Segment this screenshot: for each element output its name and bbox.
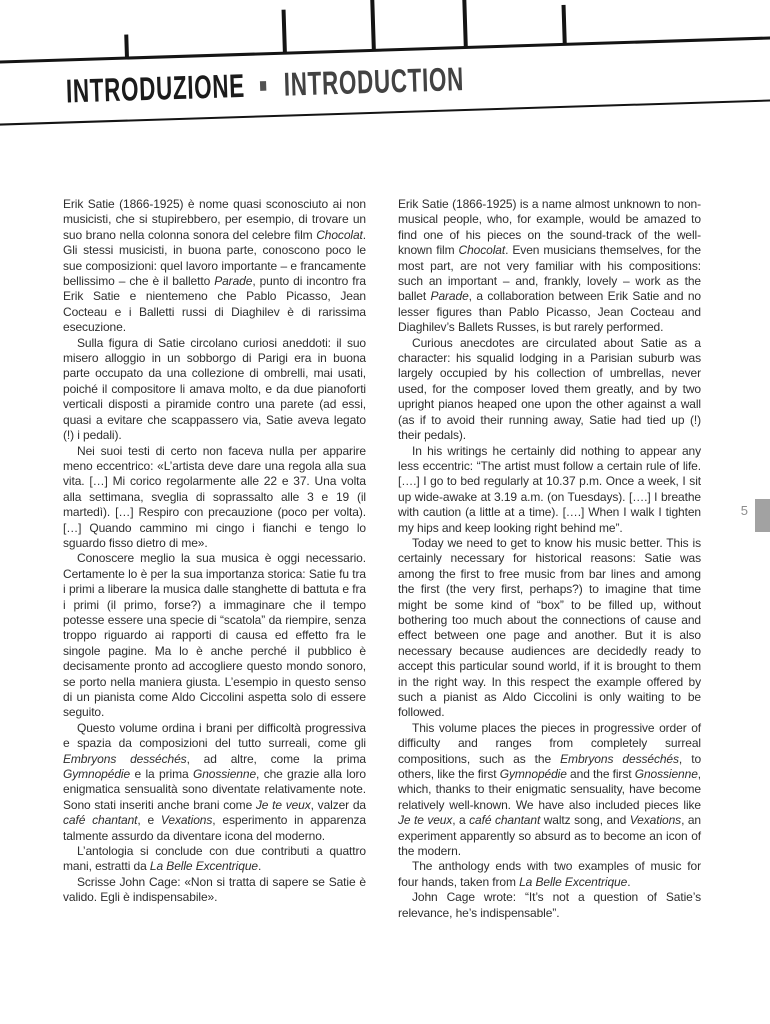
text-columns — [63, 197, 701, 921]
barline-tick — [562, 5, 567, 45]
title-english: INTRODUCTION — [283, 60, 465, 103]
paragraph: Conoscere meglio la sua musica è oggi necessario. Certamente lo è per la sua importanza storica: Satie fu tra i primi a liberare la musica dalle stanghette di battuta e fra i primi (il primo, forse?) a immaginare che il tempo potesse essere una specie di “scatola” da riempire, senza troppo riguardo ai rapporti di causa ed effetto fra le singole pagine. Ma lo è anche perché il pubblico è decisamente pronto ad accogliere questo mondo sonoro, se porto nella maniera giusta. L’esempio in questo senso di un pianista come Aldo Ciccolini aspetta solo di essere seguito. — [63, 551, 366, 720]
paragraph: This volume places the pieces in progressive order of difficulty and ranges from completely surreal compositions, such as the Embryons desséchés, to others, like the first Gymnopédie and the first Gnossienne, which, thanks to their enigmatic sensuality, have become relatively well-known. We have also included pieces like Je te veux, a café chantant waltz song, and Vexations, an experiment apparently so absurd as to become an icon of the modern. — [398, 720, 702, 859]
barline-tick — [370, 0, 376, 51]
paragraph: Today we need to get to know his music better. This is certainly necessary for historical reasons: Satie was among the first to free music from bar lines and among the first (the very first, perhaps?) to imagine that time might be some kind of “box” to be filled up, without bothering too much about the connections of cause and effect between one page and another. But it is also necessary because audiences are decidedly ready to accept this particular sound world, if it is brought to them in the right way. In this respect the example offered by such a pianist as Aldo Ciccolini is only waiting to be followed. — [398, 535, 701, 720]
barline-tick — [462, 0, 468, 48]
paragraph: The anthology ends with two examples of music for four hands, taken from La Belle Excentrique. — [398, 859, 701, 889]
page-edge-tab — [755, 499, 770, 532]
english-column — [398, 197, 701, 921]
title-separator-dot: · — [255, 49, 273, 122]
paragraph: Erik Satie (1866-1925) is a name almost unknown to non-musical people, who, for example, would be amazed to find one of his pieces on the sound-track of the well-known film Chocolat. Even musicians themselves, for the most part, are not very familiar with his compositions: such an important – and, frankly, lovely – work as the ballet Parade, a collaboration between Erik Satie and no lesser figures than Pablo Picasso, Jean Cocteau and Diaghilev’s Ballets Russes, is but rarely performed. — [398, 197, 701, 335]
barline-tick — [282, 10, 287, 54]
paragraph: Scrisse John Cage: «Non si tratta di sapere se Satie è valido. Egli è indispensabile». — [63, 874, 366, 905]
italian-column — [63, 197, 366, 921]
page-title — [65, 47, 465, 123]
paragraph: Erik Satie (1866-1925) è nome quasi sconosciuto ai non musicisti, che si stupirebbero, per esempio, di trovare un suo brano nella colonna sonora del celebre film Chocolat. Gli stessi musicisti, in buona parte, conoscono poco le sue composizioni: quel lavoro importante – e francamente bellissimo – che è il balletto Parade, punto di incontro fra Erik Satie e nientemeno che Pablo Picasso, Jean Cocteau e i Balletti russi di Diaghilev è di rarissima esecuzione. — [63, 197, 367, 335]
page-number: 5 — [740, 503, 748, 518]
paragraph: In his writings he certainly did nothing to appear any less eccentric: “The artist must follow a certain rule of life. [….] I go to bed regularly at 10.37 p.m. Once a week, I sit up wide-awake at 3.19 a.m. (on Tuesdays). [….] I breathe with caution (a little at a time). [….] When I walk I tighten my hips and keep looking right behind me”. — [398, 443, 701, 535]
paragraph: Nei suoi testi di certo non faceva nulla per apparire meno eccentrico: «L’artista deve dare una regola alla sua vita. […] Mi corico regolarmente alle 22 e 37. Una volta alla settimana, sveglia di soprassalto alle 3 e 19 (il martedì). […] Respiro con precauzione (poco per volta). […] Quando cammino mi cingo i fianchi e tengo lo sguardo fisso dietro di me». — [63, 443, 366, 550]
title-italian: INTRODUZIONE — [65, 66, 246, 110]
paragraph: L’antologia si conclude con due contributi a quattro mani, estratti da La Belle Excentrique. — [63, 844, 366, 874]
paragraph: John Cage wrote: “It’s not a question of Satie’s relevance, he’s indispensable”. — [398, 890, 701, 920]
barline-tick — [124, 35, 129, 59]
paragraph: Questo volume ordina i brani per difficoltà progressiva e spazia da composizioni del tutto surreali, come gli Embryons desséchés, ad altre, come la prima Gymnopédie e la prima Gnossienne, che grazie alla loro enigmatica sensualità sono diventate relativamente note. Sono stati inseriti anche brani come Je te veux, valzer da café chantant, e Vexations, esperimento in apparenza talmente assurdo da diventare icona del moderno. — [63, 720, 366, 843]
paragraph: Sulla figura di Satie circolano curiosi aneddoti: il suo misero alloggio in un sobborgo di Parigi era in buona parte occupato da una collezione di ombrelli, mai usati, poiché il compositore li amava molto, e da due pianoforti verticali disposti a piramide contro una parete (ad essi, quasi a evitare che scappassero via, Satie aveva legato (!) i pedali). — [63, 335, 366, 443]
paragraph: Curious anecdotes are circulated about Satie as a character: his squalid lodging in a Parisian suburb was largely occupied by his collection of umbrellas, never used, for the composer loved them greatly, and by two upright pianos heaped one upon the other against a wall (as if to avoid their running away, Satie had tied up (!) their pedals). — [398, 335, 701, 443]
header-band — [0, 34, 770, 126]
